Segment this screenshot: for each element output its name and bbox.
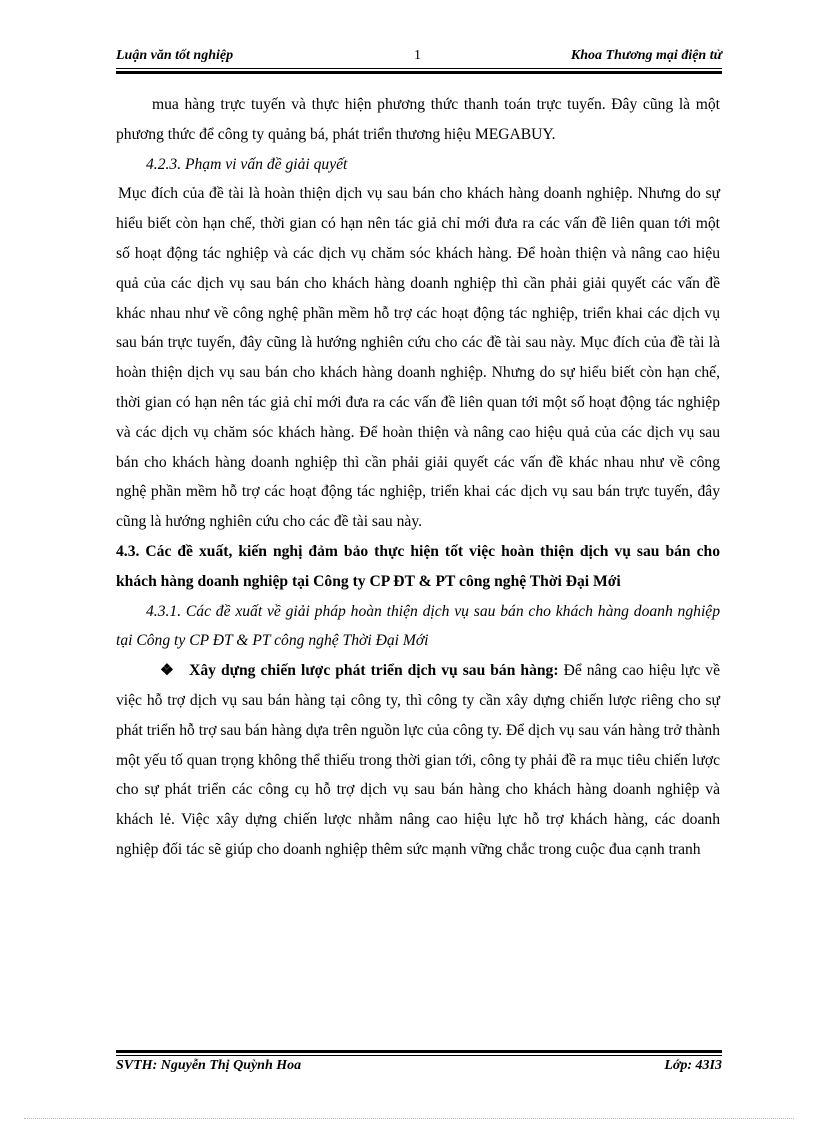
bullet-strategy-text: Để nâng cao hiệu lực về việc hỗ trợ dịch vụ sau bán hàng tại công ty, thì công ty cần xây dựng chiến lược riêng cho sự phát triển hỗ trợ sau bán hàng dựa trên nguồn lực của công ty. Để dịch vụ sau ván hàng trở thành một yếu tố quan trọng không thể thiếu trong thời gian tới, công ty phải đề ra mục tiêu chiến lược cho sự phát triển các công cụ hỗ trợ dịch vụ sau bán hàng cho khách hàng doanh nghiệp và khách lẻ. Việc xây dựng chiến lược nhằm nâng cao hiệu lực hỗ trợ khách hàng, các doanh nghiệp đối tác sẽ giúp cho doanh nghiệp thêm sức mạnh vững chắc trong cuộc đua cạnh tranh xyxy=(116,662,721,858)
footer-rule-thick xyxy=(116,1050,722,1053)
heading-4-3: 4.3. Các đề xuất, kiến nghị đảm bảo thực hiện tốt việc hoàn thiện dịch vụ sau bán cho khách hàng doanh nghiệp tại Công ty CP ĐT & PT công nghệ Thời Đại Mới xyxy=(116,542,720,590)
heading-4-2-3: 4.2.3. Phạm vi vấn đề giải quyết xyxy=(146,155,348,173)
paragraph-scope: Mục đích của đề tài là hoàn thiện dịch vụ sau bán cho khách hàng doanh nghiệp. Nhưng do sự hiểu biết còn hạn chế, thời gian có hạn nên tác giả chỉ mới đưa ra các vấn đề liên quan tới một số hoạt động tác nghiệp và các dịch vụ chăm sóc khách hàng. Để hoàn thiện và nâng cao hiệu quả của các dịch vụ sau bán cho khách hàng doanh nghiệp thì cần phải giải quyết các vấn đề khác nhau như về công nghệ phần mềm hỗ trợ các hoạt động tác nghiệp, triển khai các dịch vụ sau bán trực tuyến, đây cũng là hướng nghiên cứu cho các đề tài sau này. Mục đích của đề tài là hoàn thiện dịch vụ sau bán cho khách hàng doanh nghiệp. Nhưng do sự hiểu biết còn hạn chế, thời gian có hạn nên tác giả chỉ mới đưa ra các vấn đề liên quan tới một số hoạt động tác nghiệp và các dịch vụ chăm sóc khách hàng. Để hoàn thiện và nâng cao hiệu quả của các dịch vụ sau bán cho khách hàng doanh nghiệp thì cần phải giải quyết các vấn đề khác nhau như về công nghệ phần mềm hỗ trợ các hoạt động tác nghiệp, triển khai các dịch vụ sau bán trực tuyến, đây cũng là hướng nghiên cứu cho các đề tài sau này. xyxy=(116,185,720,531)
page-number: 1 xyxy=(414,48,421,63)
heading-4-3-1: 4.3.1. Các đề xuất về giải pháp hoàn thiện dịch vụ sau bán cho khách hàng doanh nghiệp tại Công ty CP ĐT & PT công nghệ Thời Đại Mới xyxy=(116,602,720,650)
page-header xyxy=(116,48,722,68)
header-rule-thin xyxy=(116,68,722,69)
page-bottom-divider xyxy=(24,1118,794,1119)
footer-student: SVTH: Nguyễn Thị Quỳnh Hoa xyxy=(116,1058,302,1073)
footer-rule-thin xyxy=(116,1055,722,1056)
bullet-strategy-title: Xây dựng chiến lược phát triển dịch vụ sau bán hàng: xyxy=(189,662,559,680)
header-faculty-label: Khoa Thương mại điện tử xyxy=(570,48,722,63)
document-body xyxy=(116,90,720,865)
header-thesis-label: Luận văn tốt nghiệp xyxy=(116,48,234,63)
paragraph-intro: mua hàng trực tuyến và thực hiện phương thức thanh toán trực tuyến. Đây cũng là một phương thức để công ty quảng bá, phát triển thương hiệu MEGABUY. xyxy=(116,96,720,143)
diamond-bullet-icon: ❖ xyxy=(160,662,176,680)
header-rule-thick xyxy=(116,71,722,74)
bullet-strategy xyxy=(116,656,720,865)
page-footer xyxy=(116,1058,722,1078)
footer-class: Lớp: 43I3 xyxy=(664,1058,722,1073)
